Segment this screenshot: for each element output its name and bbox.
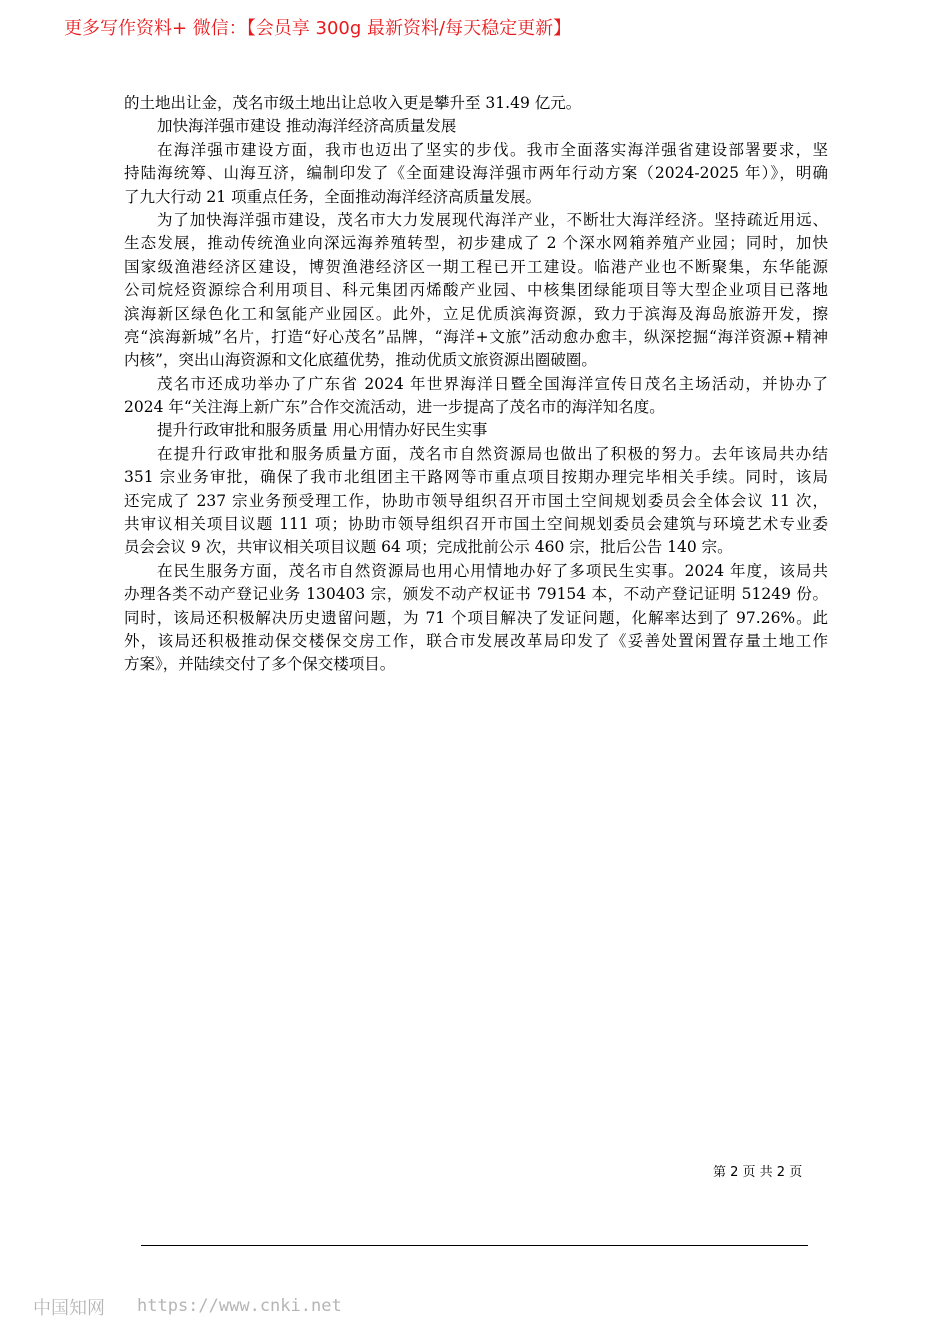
section-heading <box>124 419 828 442</box>
text-line: 在海洋强市建设方面，我市也迈出了坚实的步伐。我市全面落实海洋强省建设部署要求，坚 <box>157 140 828 159</box>
paragraph <box>124 209 828 373</box>
text-line: 还完成了 237 宗业务预受理工作，协助市领导组织召开市国土空间规划委员会全体会议 11 次， <box>124 491 828 510</box>
text-line: 为了加快海洋强市建设，茂名市大力发展现代海洋产业，不断壮大海洋经济。坚持疏近用远、 <box>157 210 828 229</box>
section-heading <box>124 115 828 138</box>
text-line: 员会会议 9 次，共审议相关项目议题 64 项；完成批前公示 460 宗，批后公告 140 宗。 <box>124 538 733 557</box>
paragraph <box>124 139 828 209</box>
text-line: 茂名市还成功举办了广东省 2024 年世界海洋日暨全国海洋宣传日茂名主场活动，并协办了 <box>157 374 828 393</box>
paragraph <box>124 373 828 420</box>
text-line: 351 宗业务审批，确保了我市北组团主干路网等市重点项目按期办理完毕相关手续。同时，该局 <box>124 468 828 487</box>
text-line: 的土地出让金，茂名市级土地出让总收入更是攀升至 31.49 亿元。 <box>124 94 582 112</box>
text-line: 了九大行动 21 项重点任务，全面推动海洋经济高质量发展。 <box>124 187 542 206</box>
text-line: 滨海新区绿色化工和氢能产业园区。此外，立足优质滨海资源，致力于滨海及海岛旅游开发，擦 <box>124 304 828 323</box>
text-line: 2024 年“关注海上新广东”合作交流活动，进一步提高了茂名市的海洋知名度。 <box>124 398 665 417</box>
text-line: 在民生服务方面，茂名市自然资源局也用心用情地办好了多项民生实事。2024 年度，该局共 <box>157 561 828 580</box>
paragraph <box>124 92 828 115</box>
text-line: 国家级渔港经济区建设，博贺渔港经济区一期工程已开工建设。临港产业也不断聚集，东华能源 <box>124 257 828 276</box>
promo-banner: 更多写作资料+ 微信：【会员享 300g 最新资料/每天稳定更新】 <box>64 18 572 39</box>
text-line: 同时，该局还积极解决历史遗留问题，为 71 个项目解决了发证问题，化解率达到了 97.26%。此 <box>124 608 828 627</box>
text-line: 在提升行政审批和服务质量方面，茂名市自然资源局也做出了积极的努力。去年该局共办结 <box>157 444 828 463</box>
text-line: 办理各类不动产登记业务 130403 宗，颁发不动产权证书 79154 本，不动产登记证明 51249 份。 <box>124 585 828 604</box>
paragraph <box>124 560 828 677</box>
watermark-url: https://www.cnki.net <box>137 1296 342 1316</box>
page-number: 第 2 页 共 2 页 <box>713 1165 803 1180</box>
watermark-brand: 中国知网 <box>33 1298 105 1319</box>
text-line: 生态发展，推动传统渔业向深远海养殖转型，初步建成了 2 个深水网箱养殖产业园；同时，加快 <box>124 234 828 253</box>
document-body <box>124 92 828 677</box>
text-line: 亮“滨海新城”名片，打造“好心茂名”品牌，“海洋+文旅”活动愈办愈丰，纵深挖掘“海洋资源+精神 <box>124 327 828 346</box>
text-line: 持陆海统筹、山海互济，编制印发了《全面建设海洋强市两年行动方案（2024-2025 年）》，明确 <box>124 164 828 183</box>
footer-divider <box>141 1245 808 1246</box>
text-line: 公司烷烃资源综合利用项目、科元集团丙烯酸产业园、中核集团绿能项目等大型企业项目已落地 <box>124 281 828 300</box>
text-line: 加快海洋强市建设 推动海洋经济高质量发展 <box>157 117 457 136</box>
text-line: 外，该局还积极推动保交楼保交房工作，联合市发展改革局印发了《妥善处置闲置存量土地工作 <box>124 631 828 650</box>
text-line: 共审议相关项目议题 111 项；协助市领导组织召开市国土空间规划委员会建筑与环境艺术专业委 <box>124 515 828 534</box>
text-line: 提升行政审批和服务质量 用心用情办好民生实事 <box>157 421 488 440</box>
paragraph <box>124 443 828 560</box>
text-line: 内核”，突出山海资源和文化底蕴优势，推动优质文旅资源出圈破圈。 <box>124 351 597 370</box>
text-line: 方案》，并陆续交付了多个保交楼项目。 <box>124 655 396 674</box>
